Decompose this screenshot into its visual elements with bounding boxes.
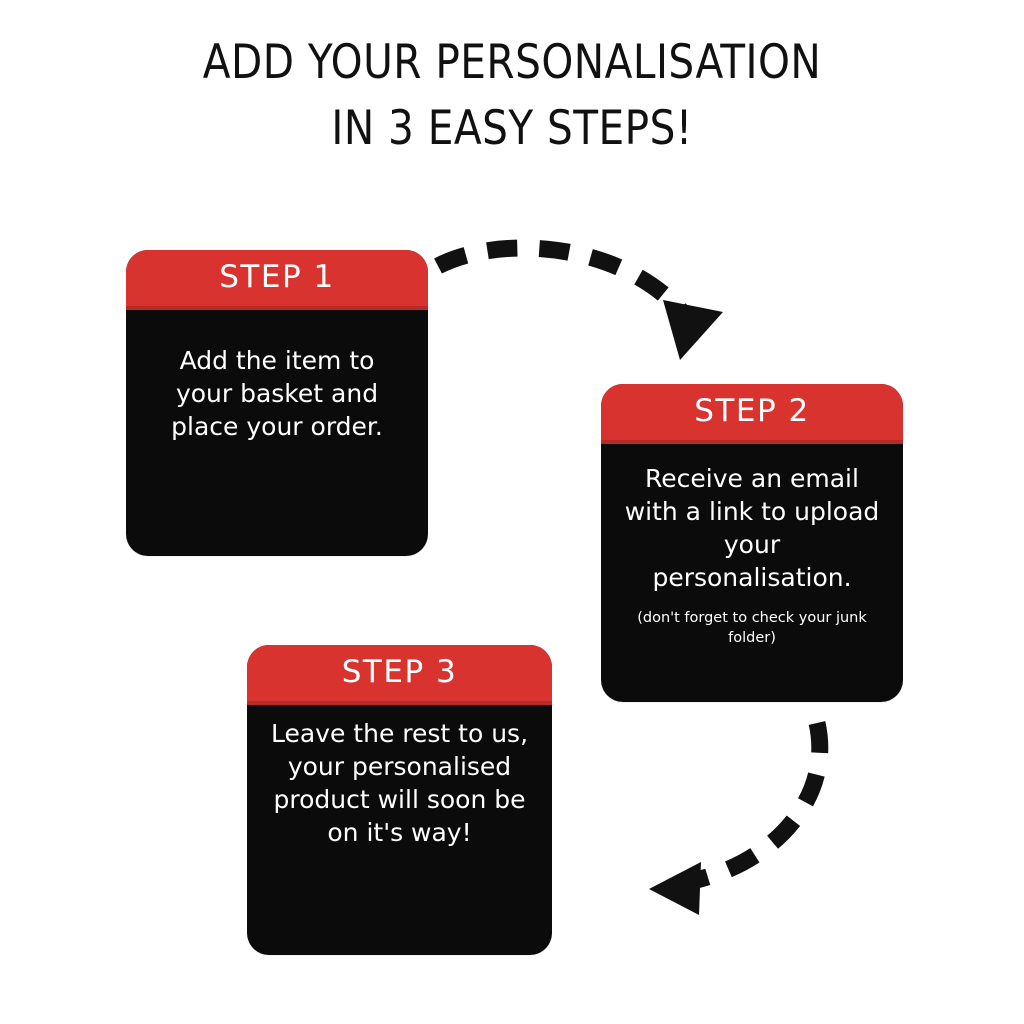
step-card-3-body [247, 705, 552, 955]
dashed-arrow-icon-step1-to-step2 [430, 238, 750, 388]
step-card-3-title: STEP 3 [247, 645, 552, 705]
step-card-2 [601, 384, 903, 702]
step-card-1 [126, 250, 428, 556]
step-card-3-text: Leave the rest to us, your personalised product will soon be on it's way! [270, 719, 529, 847]
step-card-3 [247, 645, 552, 955]
page-title-line-1: ADD YOUR PERSONALISATION [202, 35, 822, 90]
step-card-1-body [126, 310, 428, 556]
step-card-1-title: STEP 1 [126, 250, 428, 310]
dashed-arrow-icon-step2-to-step3 [565, 715, 865, 925]
step-card-1-text: Add the item to your basket and place your order. [171, 346, 383, 441]
step-card-2-text: Receive an email with a link to upload your personalisation. [624, 464, 880, 592]
page-title [0, 30, 1024, 162]
step-card-2-body [601, 444, 903, 702]
step-card-2-title: STEP 2 [601, 384, 903, 444]
step-card-2-note: (don't forget to check your junk folder) [637, 610, 867, 646]
page-title-line-2: IN 3 EASY STEPS! [331, 101, 693, 156]
